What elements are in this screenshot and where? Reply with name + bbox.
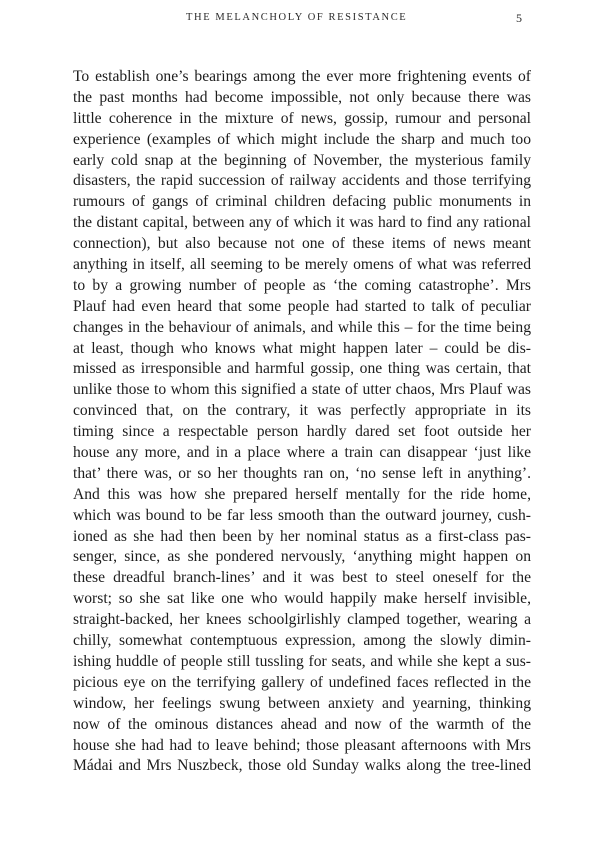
text-line: Plauf had even heard that some people had started to talk of peculiar bbox=[73, 297, 531, 315]
text-line: the distant capital, between any of which it was hard to find any rational bbox=[73, 214, 531, 232]
text-line: ioned as she had then been by her nominal status as a first-class pas- bbox=[73, 527, 531, 545]
text-line: changes in the behaviour of animals, and while this – for the time being bbox=[73, 318, 531, 336]
text-line: house she had had to leave behind; those pleasant afternoons with Mrs bbox=[73, 736, 531, 754]
text-line: And this was how she prepared herself mentally for the ride home, bbox=[73, 485, 531, 503]
text-line: missed as irresponsible and harmful gossip, one thing was certain, that bbox=[73, 360, 531, 378]
text-line: connection), but also because not one of these items of news meant bbox=[73, 235, 531, 253]
text-line: the past months had become impossible, not only because there was bbox=[73, 88, 531, 106]
text-line: timing since a respectable person hardly dared set foot outside her bbox=[73, 423, 531, 441]
text-line: picious eye on the terrifying gallery of undefined faces reflected in the bbox=[73, 673, 531, 691]
text-line: experience (examples of which might include the sharp and much too bbox=[73, 130, 531, 148]
text-line: that’ there was, or so her thoughts ran on, ‘no sense left in anything’. bbox=[73, 464, 531, 482]
text-line: disasters, the rapid succession of railway accidents and those terrifying bbox=[73, 172, 531, 190]
text-line: chilly, somewhat contemptuous expression, among the slowly dimin- bbox=[73, 632, 531, 650]
text-line: these dreadful branch-lines’ and it was best to steel oneself for the bbox=[73, 569, 531, 587]
text-line: which was bound to be far less smooth than the outward journey, cush- bbox=[73, 506, 531, 524]
text-line: window, her feelings swung between anxiety and yearning, thinking bbox=[73, 694, 531, 712]
text-line: ishing huddle of people still tussling for seats, and while she kept a sus- bbox=[73, 652, 531, 670]
text-line: rumours of gangs of criminal children defacing public monuments in bbox=[73, 193, 531, 211]
text-line: little coherence in the mixture of news, gossip, rumour and personal bbox=[73, 109, 531, 127]
text-line: early cold snap at the beginning of November, the mysterious family bbox=[73, 151, 531, 169]
text-line: now of the ominous distances ahead and now of the warmth of the bbox=[73, 715, 531, 733]
text-line: to by a growing number of people as ‘the coming catastrophe’. Mrs bbox=[73, 276, 531, 294]
text-line: Mádai and Mrs Nuszbeck, those old Sunday walks along the tree-lined bbox=[73, 757, 531, 775]
running-title: THE MELANCHOLY OF RESISTANCE bbox=[186, 12, 408, 23]
text-line: worst; so she sat like one who would happily make herself invisible, bbox=[73, 590, 531, 608]
running-head bbox=[0, 12, 600, 26]
page-number: 5 bbox=[516, 11, 522, 25]
text-line: unlike those to whom this signified a state of utter chaos, Mrs Plauf was bbox=[73, 381, 531, 399]
text-line: senger, since, as she pondered nervously, ‘anything might happen on bbox=[73, 548, 531, 566]
text-line: house any more, and in a place where a train can disappear ‘just like bbox=[73, 444, 531, 462]
text-line: To establish one’s bearings among the ever more frightening events of bbox=[73, 68, 531, 85]
text-line: at least, though who knows what might happen later – could be dis- bbox=[73, 339, 531, 357]
text-line: anything in itself, all seeming to be merely omens of what was referred bbox=[73, 256, 531, 274]
body-paragraph bbox=[73, 67, 531, 777]
text-line: straight-backed, her knees schoolgirlishly clamped together, wearing a bbox=[73, 611, 531, 629]
text-line: convinced that, on the contrary, it was perfectly appropriate in its bbox=[73, 402, 531, 420]
